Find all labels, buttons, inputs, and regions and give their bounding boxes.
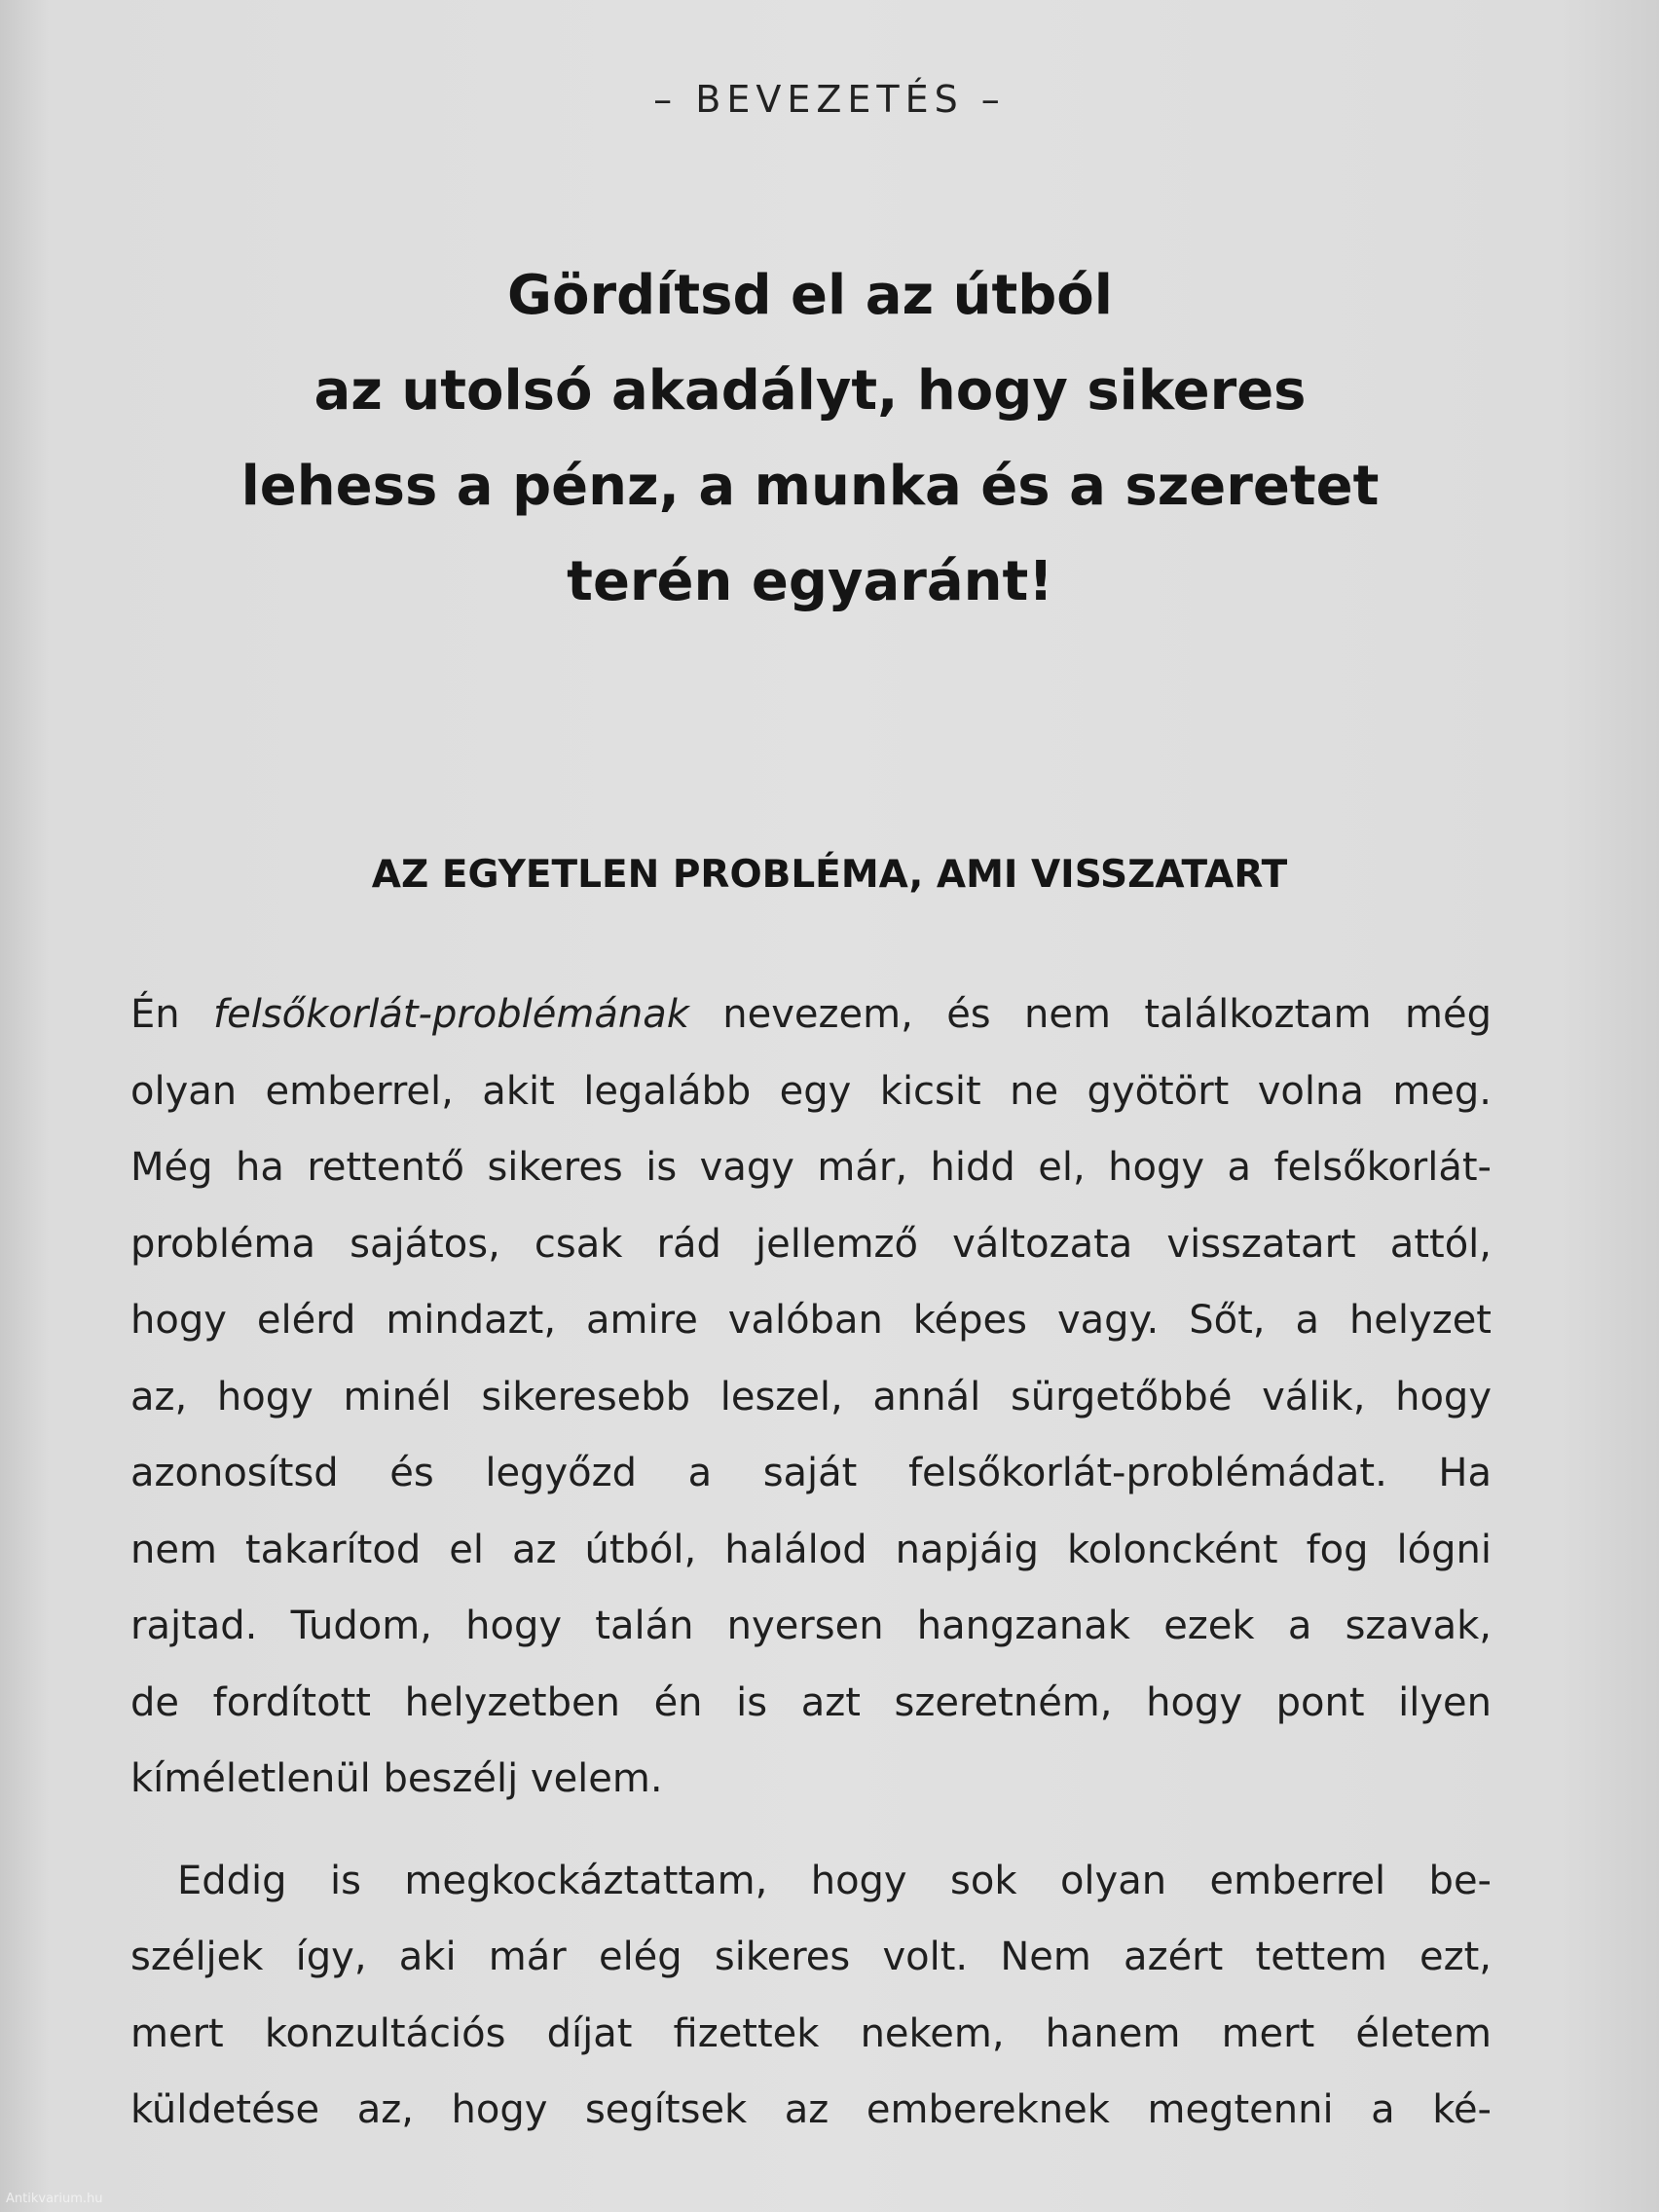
- text-run: nevezem, és nem találkoztam még: [688, 992, 1492, 1037]
- text-line: [130, 977, 1492, 1053]
- text-line: Eddig is megkockáztattam, hogy sok olyan emberrel be-: [177, 1858, 1492, 1903]
- text-line: Még ha rettentő sikeres is vagy már, hidd el, hogy a felsőkorlát-: [130, 1145, 1492, 1190]
- text-line: azonosítsd és legyőzd a saját felsőkorlát-problémádat. Ha: [130, 1451, 1492, 1495]
- chapter-title: [117, 248, 1503, 630]
- subheading: AZ EGYETLEN PROBLÉMA, AMI VISSZATART: [371, 853, 1288, 897]
- text-line: kíméletlenül beszélj velem.: [130, 1756, 663, 1801]
- text-line: nem takarítod el az útból, halálod napjáig koloncként fog lógni: [130, 1527, 1492, 1572]
- chapter-title-line: terén egyaránt!: [567, 550, 1053, 613]
- chapter-title-line: lehess a pénz, a munka és a szeretet: [240, 455, 1380, 518]
- paragraph-2: [130, 1843, 1492, 2149]
- watermark: Antikvarium.hu: [6, 2192, 103, 2206]
- section-label: – BEVEZETÉS –: [653, 78, 1006, 121]
- italic-term: felsőkorlát-problémának: [213, 992, 689, 1037]
- text-line: olyan emberrel, akit legalább egy kicsit ne gyötört volna meg.: [130, 1068, 1492, 1114]
- text-line: rajtad. Tudom, hogy talán nyersen hangzanak ezek a szavak,: [130, 1604, 1492, 1648]
- chapter-title-line: az utolsó akadályt, hogy sikeres: [313, 359, 1307, 423]
- body-text: [130, 977, 1492, 2149]
- text-line: széljek így, aki már elég sikeres volt. Nem azért tettem ezt,: [130, 1935, 1492, 1979]
- text-line: hogy elérd mindazt, amire valóban képes vagy. Sőt, a helyzet: [130, 1298, 1492, 1343]
- text-line: küldetése az, hogy segítsek az embereknek megtenni a ké-: [130, 2087, 1492, 2132]
- text-line: probléma sajátos, csak rád jellemző változata visszatart attól,: [130, 1221, 1492, 1267]
- paragraph-1: [130, 977, 1492, 1818]
- text-run: Én: [130, 992, 214, 1037]
- text-line: az, hogy minél sikeresebb leszel, annál sürgetőbbé válik, hogy: [130, 1374, 1492, 1419]
- chapter-title-line: Gördítsd el az útból: [507, 264, 1113, 327]
- text-line: mert konzultációs díjat fizettek nekem, hanem mert életem: [130, 2010, 1492, 2056]
- text-line: de fordított helyzetben én is azt szeretném, hogy pont ilyen: [130, 1679, 1492, 1725]
